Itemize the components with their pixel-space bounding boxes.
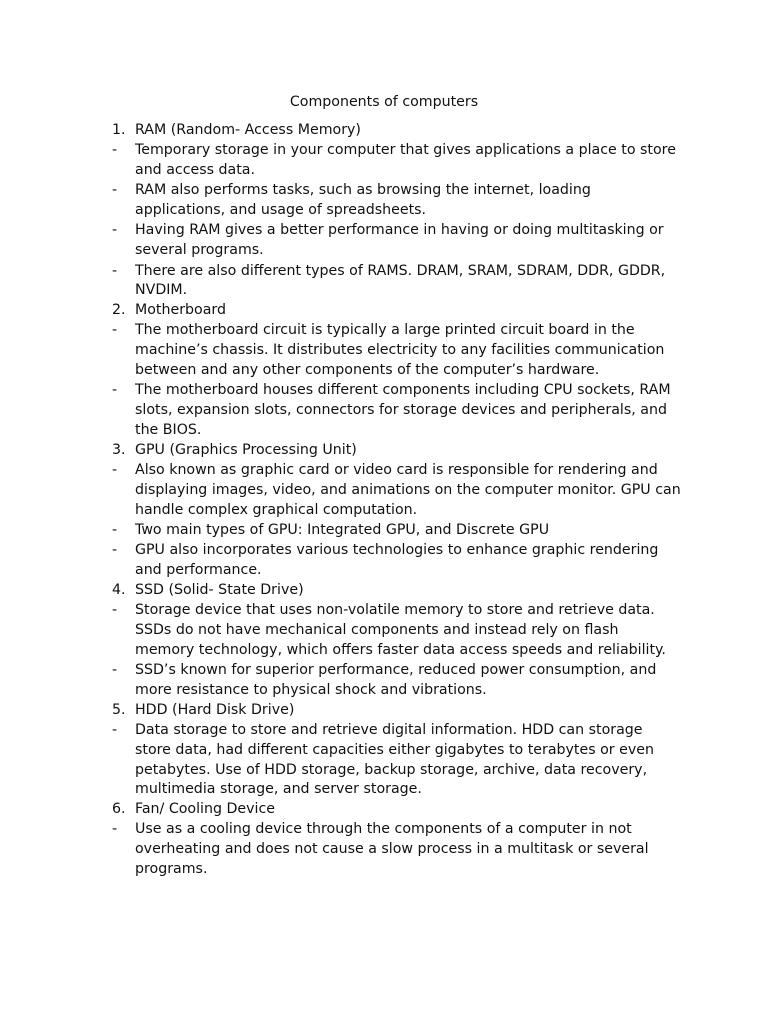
bullet-text: Also known as graphic card or video card is responsible for rendering and displaying images, video, and animations on the computer monitor. GPU can handle complex graphical computation. — [135, 462, 681, 518]
section-number: 5. — [112, 701, 126, 718]
list-item — [112, 221, 682, 261]
section-heading-fan — [112, 800, 682, 820]
dash-bullet: - — [112, 262, 118, 279]
list-item — [112, 601, 682, 660]
dash-bullet: - — [112, 662, 118, 679]
dash-bullet: - — [112, 821, 118, 838]
dash-bullet: - — [112, 382, 118, 399]
document-content — [112, 121, 682, 880]
dash-bullet: - — [112, 462, 118, 479]
bullet-text: Temporary storage in your computer that gives applications a place to store and access data. — [135, 142, 676, 179]
section-heading: GPU (Graphics Processing Unit) — [135, 441, 357, 458]
bullet-text: There are also different types of RAMS. DRAM, SRAM, SDRAM, DDR, GDDR, NVDIM. — [135, 262, 666, 299]
section-heading: SSD (Solid- State Drive) — [135, 581, 304, 598]
section-number: 1. — [112, 122, 126, 138]
document-title: Components of computers — [289, 94, 479, 110]
bullet-text: Having RAM gives a better performance in having or doing multitasking or several programs. — [135, 222, 664, 259]
bullet-text: RAM also performs tasks, such as browsing the internet, loading applications, and usage of spreadsheets. — [135, 182, 591, 219]
section-heading-ssd — [112, 581, 682, 601]
bullet-text: The motherboard circuit is typically a large printed circuit board in the machine’s chassis. It distributes electricity to any facilities communication between and any other components of the computer’s hardware. — [135, 322, 665, 379]
dash-bullet: - — [112, 602, 118, 619]
dash-bullet: - — [112, 542, 118, 559]
dash-bullet: - — [112, 142, 118, 159]
section-heading-motherboard — [112, 301, 682, 321]
list-item — [112, 461, 682, 520]
bullet-text: Storage device that uses non-volatile memory to store and retrieve data. SSDs do not have mechanical components and instead rely on flash memory technology, which offers faster data access speeds and reliability. — [135, 602, 666, 658]
section-heading-hdd — [112, 701, 682, 721]
list-item — [112, 521, 682, 541]
section-number: 3. — [112, 441, 126, 458]
section-number: 4. — [112, 581, 126, 598]
dash-bullet: - — [112, 322, 118, 339]
section-heading-ram — [112, 121, 682, 141]
section-heading: RAM (Random- Access Memory) — [135, 122, 361, 138]
bullet-text: Data storage to store and retrieve digital information. HDD can storage store data, had different capacities either gigabytes to terabytes or even petabytes. Use of HDD storage, backup storage, archive, data recovery, multimedia storage, and server storage. — [135, 721, 654, 798]
dash-bullet: - — [112, 721, 118, 738]
bullet-text: SSD’s known for superior performance, reduced power consumption, and more resistance to physical shock and vibrations. — [135, 662, 657, 698]
list-item — [112, 661, 682, 701]
section-number: 2. — [112, 302, 126, 319]
section-heading-gpu — [112, 441, 682, 461]
list-item — [112, 820, 682, 879]
dash-bullet: - — [112, 182, 118, 199]
bullet-text: The motherboard houses different components including CPU sockets, RAM slots, expansion slots, connectors for storage devices and peripherals, and the BIOS. — [135, 382, 671, 438]
list-item — [112, 262, 682, 302]
list-item — [112, 321, 682, 380]
section-heading: Motherboard — [135, 302, 227, 319]
bullet-text: Two main types of GPU: Integrated GPU, and Discrete GPU — [135, 521, 550, 538]
dash-bullet: - — [112, 222, 118, 239]
list-item — [112, 541, 682, 581]
bullet-text: GPU also incorporates various technologies to enhance graphic rendering and performance. — [135, 542, 659, 579]
section-number: 6. — [112, 801, 126, 818]
section-heading: Fan/ Cooling Device — [135, 801, 276, 818]
list-item — [112, 721, 682, 800]
dash-bullet: - — [112, 521, 118, 538]
list-item — [112, 381, 682, 440]
section-heading: HDD (Hard Disk Drive) — [135, 701, 295, 718]
list-item — [112, 141, 682, 181]
bullet-text: Use as a cooling device through the components of a computer in not overheating and does not cause a slow process in a multitask or several programs. — [135, 821, 649, 877]
list-item — [112, 181, 682, 221]
